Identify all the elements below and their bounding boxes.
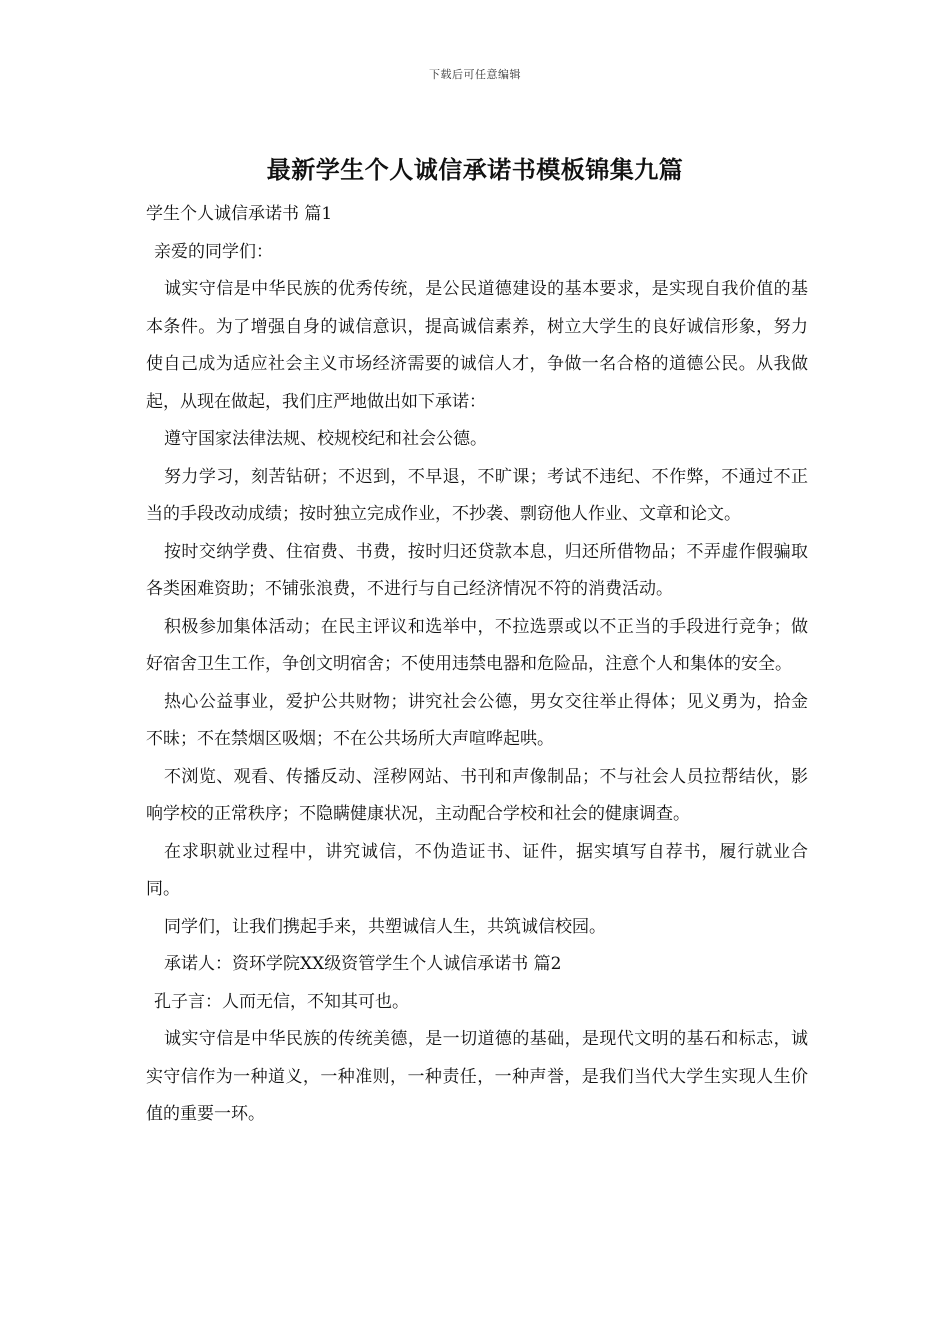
paragraph: 在求职就业过程中，讲究诚信，不伪造证书、证件，据实填写自荐书，履行就业合同。 [146, 841, 808, 899]
paragraph: 努力学习，刻苦钻研；不迟到，不早退，不旷课；考试不违纪、不作弊，不通过不正当的手段改动成绩；按时独立完成作业，不抄袭、剽窃他人作业、文章和论文。 [146, 466, 808, 524]
paragraph: 诚实守信是中华民族的优秀传统，是公民道德建设的基本要求，是实现自我价值的基本条件。为了增强自身的诚信意识，提高诚信素养，树立大学生的良好诚信形象，努力使自己成为适应社会主义市场经济需要的诚信人才，争做一名合格的道德公民。从我做起，从现在做起，我们庄严地做出如下承诺： [146, 279, 808, 412]
paragraph: 同学们，让我们携起手来，共塑诚信人生，共筑诚信校园。 [164, 916, 606, 937]
paragraph: 诚实守信是中华民族的传统美德，是一切道德的基础，是现代文明的基石和标志，诚实守信作为一种道义，一种准则，一种责任，一种声誉，是我们当代大学生实现人生价值的重要一环。 [146, 1029, 808, 1124]
paragraph: 不浏览、观看、传播反动、淫秽网站、书刊和声像制品；不与社会人员拉帮结伙，影响学校的正常秩序；不隐瞒健康状况，主动配合学校和社会的健康调查。 [146, 766, 808, 824]
paragraph: 积极参加集体活动；在民主评议和选举中，不拉选票或以不正当的手段进行竞争；做好宿舍卫生工作，争创文明宿舍；不使用违禁电器和危险品，注意个人和集体的安全。 [146, 616, 808, 674]
signature-line: 承诺人：资环学院XX级资管学生个人诚信承诺书 篇2 [164, 954, 562, 974]
greeting: 亲爱的同学们： [154, 241, 273, 262]
section-heading: 学生个人诚信承诺书 篇1 [146, 204, 333, 224]
paragraph: 按时交纳学费、住宿费、书费，按时归还贷款本息，归还所借物品；不弄虚作假骗取各类困难资助；不铺张浪费，不进行与自己经济情况不符的消费活动。 [146, 541, 808, 599]
document-body [146, 196, 808, 1134]
document-title: 最新学生个人诚信承诺书模板锦集九篇 [266, 155, 684, 184]
paragraph: 热心公益事业，爱护公共财物；讲究社会公德，男女交往举止得体；见义勇为，拾金不昧；不在禁烟区吸烟；不在公共场所大声喧哗起哄。 [146, 691, 808, 749]
header-note: 下载后可任意编辑 [429, 68, 521, 81]
quote: 孔子言：人而无信，不知其可也。 [154, 991, 409, 1012]
paragraph: 遵守国家法律法规、校规校纪和社会公德。 [164, 429, 487, 449]
